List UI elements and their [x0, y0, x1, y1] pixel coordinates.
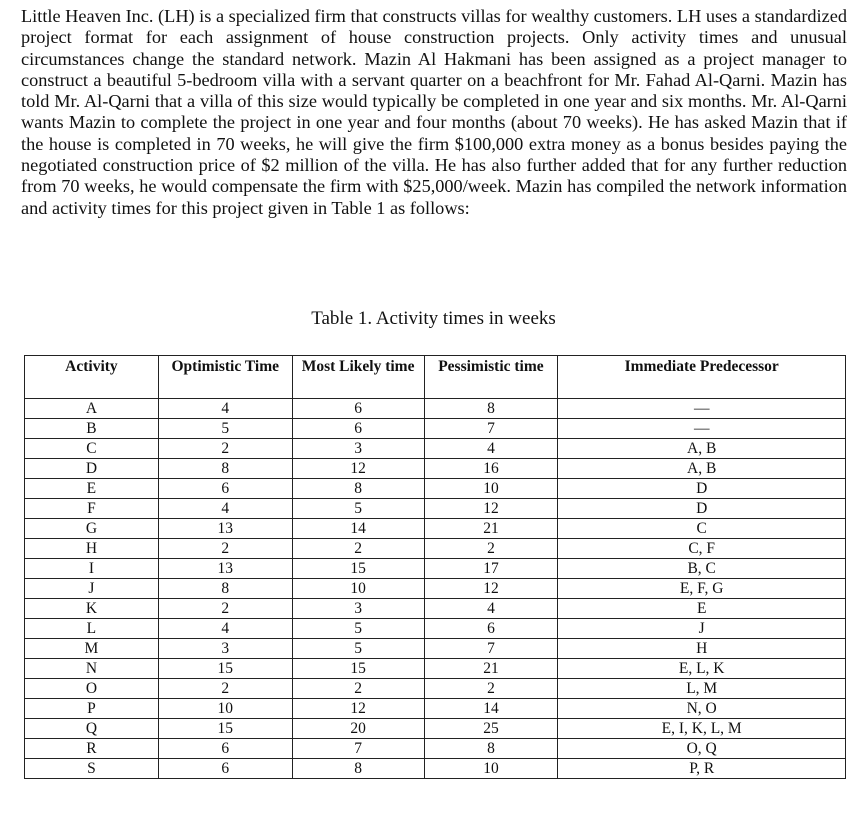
cell-most-likely: 2 [292, 679, 424, 699]
table-row [25, 659, 846, 679]
cell-optimistic: 4 [158, 399, 292, 419]
cell-activity: Q [25, 719, 159, 739]
cell-most-likely: 15 [292, 559, 424, 579]
cell-optimistic: 10 [158, 699, 292, 719]
cell-pessimistic: 16 [424, 459, 558, 479]
cell-predecessor: A, B [558, 459, 846, 479]
cell-activity: I [25, 559, 159, 579]
cell-most-likely: 8 [292, 759, 424, 779]
table-row [25, 699, 846, 719]
cell-activity: L [25, 619, 159, 639]
table-row [25, 479, 846, 499]
cell-most-likely: 15 [292, 659, 424, 679]
cell-activity: S [25, 759, 159, 779]
cell-most-likely: 2 [292, 539, 424, 559]
cell-optimistic: 13 [158, 559, 292, 579]
cell-activity: R [25, 739, 159, 759]
cell-predecessor: C, F [558, 539, 846, 559]
cell-most-likely: 3 [292, 439, 424, 459]
cell-most-likely: 12 [292, 459, 424, 479]
cell-optimistic: 5 [158, 419, 292, 439]
cell-predecessor: D [558, 499, 846, 519]
cell-predecessor: N, O [558, 699, 846, 719]
cell-predecessor: E, L, K [558, 659, 846, 679]
table-row [25, 519, 846, 539]
table-row [25, 399, 846, 419]
table-row [25, 719, 846, 739]
cell-pessimistic: 10 [424, 479, 558, 499]
cell-activity: H [25, 539, 159, 559]
cell-pessimistic: 25 [424, 719, 558, 739]
table-caption: Table 1. Activity times in weeks [311, 308, 556, 329]
table-body [25, 399, 846, 779]
table-row [25, 499, 846, 519]
cell-predecessor: J [558, 619, 846, 639]
cell-pessimistic: 12 [424, 499, 558, 519]
table-row [25, 639, 846, 659]
cell-activity: E [25, 479, 159, 499]
cell-pessimistic: 4 [424, 599, 558, 619]
table-row [25, 579, 846, 599]
cell-optimistic: 6 [158, 479, 292, 499]
cell-optimistic: 4 [158, 619, 292, 639]
cell-activity: N [25, 659, 159, 679]
cell-optimistic: 4 [158, 499, 292, 519]
cell-pessimistic: 12 [424, 579, 558, 599]
cell-pessimistic: 2 [424, 539, 558, 559]
cell-predecessor: E [558, 599, 846, 619]
cell-most-likely: 6 [292, 419, 424, 439]
cell-predecessor: — [558, 399, 846, 419]
cell-activity: C [25, 439, 159, 459]
cell-predecessor: B, C [558, 559, 846, 579]
problem-paragraph: Little Heaven Inc. (LH) is a specialized firm that constructs villas for wealthy customers. LH uses a standardized project format for each assignment of house construction projects. Only activity times and unusual circumstances change the standard network. Mazin Al Hakmani has been assigned as a project manager to construct a beautiful 5-bedroom villa with a servant quarter on a beachfront for Mr. Fahad Al-Qarni. Mazin has told Mr. Al-Qarni that a villa of this size would typically be completed in one year and six months. Mr. Al-Qarni wants Mazin to complete the project in one year and four months (about 70 weeks). He has asked Mazin that if the house is completed in 70 weeks, he will give the firm $100,000 extra money as a bonus besides paying the negotiated construction price of $2 million of the villa. He has also further added that for any further reduction from 70 weeks, he would compensate the firm with $25,000/week. Mazin has compiled the network information and activity times for this project given in Table 1 as follows: [21, 6, 847, 218]
cell-most-likely: 12 [292, 699, 424, 719]
cell-most-likely: 14 [292, 519, 424, 539]
cell-pessimistic: 17 [424, 559, 558, 579]
cell-most-likely: 5 [292, 619, 424, 639]
cell-activity: D [25, 459, 159, 479]
cell-optimistic: 2 [158, 539, 292, 559]
cell-predecessor: C [558, 519, 846, 539]
cell-pessimistic: 8 [424, 739, 558, 759]
cell-most-likely: 5 [292, 639, 424, 659]
cell-optimistic: 2 [158, 599, 292, 619]
cell-pessimistic: 21 [424, 519, 558, 539]
cell-pessimistic: 21 [424, 659, 558, 679]
cell-pessimistic: 4 [424, 439, 558, 459]
cell-pessimistic: 14 [424, 699, 558, 719]
cell-optimistic: 8 [158, 459, 292, 479]
table-row [25, 459, 846, 479]
cell-predecessor: E, I, K, L, M [558, 719, 846, 739]
table-row [25, 599, 846, 619]
cell-pessimistic: 7 [424, 639, 558, 659]
cell-pessimistic: 8 [424, 399, 558, 419]
cell-optimistic: 15 [158, 719, 292, 739]
cell-activity: K [25, 599, 159, 619]
table-row [25, 679, 846, 699]
cell-pessimistic: 2 [424, 679, 558, 699]
table-row [25, 759, 846, 779]
cell-activity: P [25, 699, 159, 719]
table-row [25, 419, 846, 439]
cell-optimistic: 2 [158, 439, 292, 459]
cell-activity: B [25, 419, 159, 439]
cell-optimistic: 3 [158, 639, 292, 659]
cell-predecessor: P, R [558, 759, 846, 779]
cell-most-likely: 20 [292, 719, 424, 739]
cell-predecessor: O, Q [558, 739, 846, 759]
cell-activity: O [25, 679, 159, 699]
cell-most-likely: 3 [292, 599, 424, 619]
table-row [25, 739, 846, 759]
cell-most-likely: 6 [292, 399, 424, 419]
cell-most-likely: 8 [292, 479, 424, 499]
cell-optimistic: 15 [158, 659, 292, 679]
table-row [25, 559, 846, 579]
cell-activity: F [25, 499, 159, 519]
cell-predecessor: H [558, 639, 846, 659]
cell-activity: G [25, 519, 159, 539]
header-predecessor: Immediate Predecessor [558, 356, 846, 399]
header-pessimistic: Pessimistic time [424, 356, 558, 399]
cell-activity: A [25, 399, 159, 419]
cell-predecessor: — [558, 419, 846, 439]
cell-most-likely: 5 [292, 499, 424, 519]
cell-pessimistic: 7 [424, 419, 558, 439]
cell-optimistic: 13 [158, 519, 292, 539]
cell-predecessor: A, B [558, 439, 846, 459]
cell-predecessor: E, F, G [558, 579, 846, 599]
cell-predecessor: L, M [558, 679, 846, 699]
header-activity: Activity [25, 356, 159, 399]
cell-activity: J [25, 579, 159, 599]
cell-optimistic: 6 [158, 759, 292, 779]
cell-optimistic: 6 [158, 739, 292, 759]
table-header-row [25, 356, 846, 399]
cell-most-likely: 7 [292, 739, 424, 759]
table-row [25, 439, 846, 459]
cell-optimistic: 8 [158, 579, 292, 599]
header-optimistic: Optimistic Time [158, 356, 292, 399]
cell-optimistic: 2 [158, 679, 292, 699]
cell-pessimistic: 10 [424, 759, 558, 779]
header-most-likely: Most Likely time [292, 356, 424, 399]
table-row [25, 539, 846, 559]
cell-activity: M [25, 639, 159, 659]
cell-pessimistic: 6 [424, 619, 558, 639]
table-row [25, 619, 846, 639]
cell-predecessor: D [558, 479, 846, 499]
activity-table [24, 355, 846, 779]
cell-most-likely: 10 [292, 579, 424, 599]
